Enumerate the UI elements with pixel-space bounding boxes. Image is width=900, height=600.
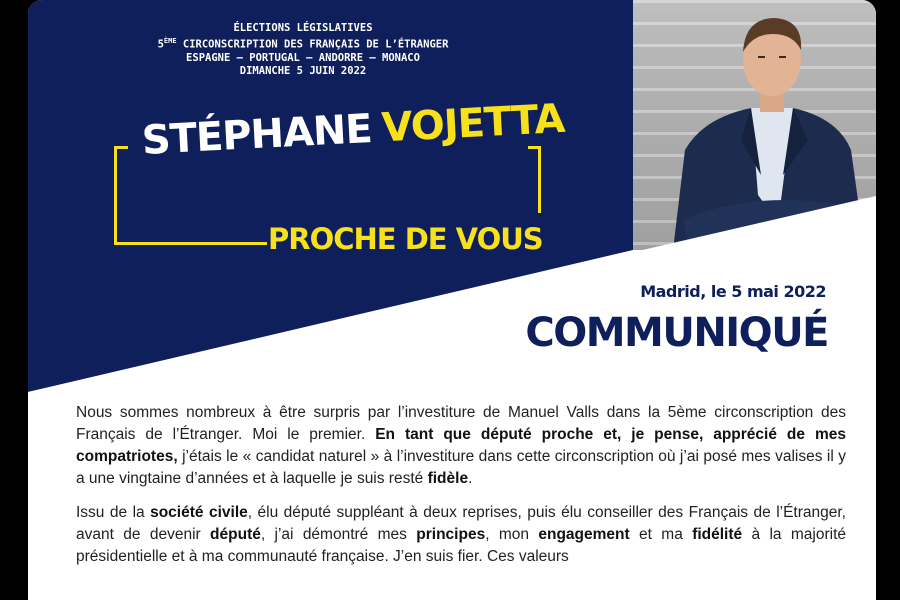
- bold-phrase: principes: [416, 526, 486, 543]
- header-line-3: ESPAGNE – PORTUGAL – ANDORRE – MONACO: [186, 51, 420, 64]
- election-header: [123, 22, 483, 78]
- text-run: j’étais le « candidat naturel » à l’investiture dans cette circonscription où j’ai posé mes valises il y a une vingtaine d’années et à laquelle je suis resté: [76, 448, 846, 487]
- bold-phrase: fidélité: [692, 526, 743, 543]
- candidate-first-name: STÉPHANE: [140, 105, 373, 164]
- text-run: Nous sommes nombreux à être surpris par l’investiture de Manuel Valls dans la 5ème circonscription des Français de l’Étranger. Moi le premier.: [76, 404, 846, 443]
- header-line-4: DIMANCHE 5 JUIN 2022: [239, 64, 367, 77]
- paragraph-1: [76, 402, 846, 490]
- bold-phrase: En tant que député proche et, je pense, apprécié de mes compatriotes,: [76, 426, 846, 465]
- communique-title: COMMUNIQUÉ: [525, 310, 828, 356]
- text-run: et ma: [629, 526, 693, 543]
- slogan: PROCHE DE VOUS: [268, 222, 543, 256]
- paragraph-2: [76, 502, 846, 568]
- header-line-1: ÉLECTIONS LÉGISLATIVES: [233, 22, 373, 34]
- bold-phrase: société civile: [150, 504, 248, 521]
- text-run: .: [468, 470, 473, 487]
- bold-phrase: engagement: [538, 526, 630, 543]
- text-run: Issu de la: [76, 504, 151, 521]
- candidate-last-name: VOJETTA: [380, 95, 566, 152]
- bold-phrase: député: [210, 526, 261, 543]
- place-date: Madrid, le 5 mai 2022: [640, 282, 826, 301]
- communique-document: [28, 0, 876, 600]
- text-run: , élu député suppléant à deux reprises, puis élu conseiller des Français de l’Étranger, avant de devenir: [76, 504, 846, 543]
- text-run: , j’ai démontré mes: [260, 526, 417, 543]
- text-run: à la majorité présidentielle et à ma communauté française. J’en suis fier. Ces valeurs: [76, 526, 846, 565]
- text-run: , mon: [485, 526, 539, 543]
- frame-bracket-right: [528, 146, 541, 213]
- bold-phrase: fidèle: [427, 470, 469, 487]
- header-line-2: 5ÈME CIRCONSCRIPTION DES FRANÇAIS DE L’ÉTRANGER: [157, 37, 449, 51]
- body-text: [76, 402, 846, 580]
- frame-bracket-left-top: [114, 146, 128, 149]
